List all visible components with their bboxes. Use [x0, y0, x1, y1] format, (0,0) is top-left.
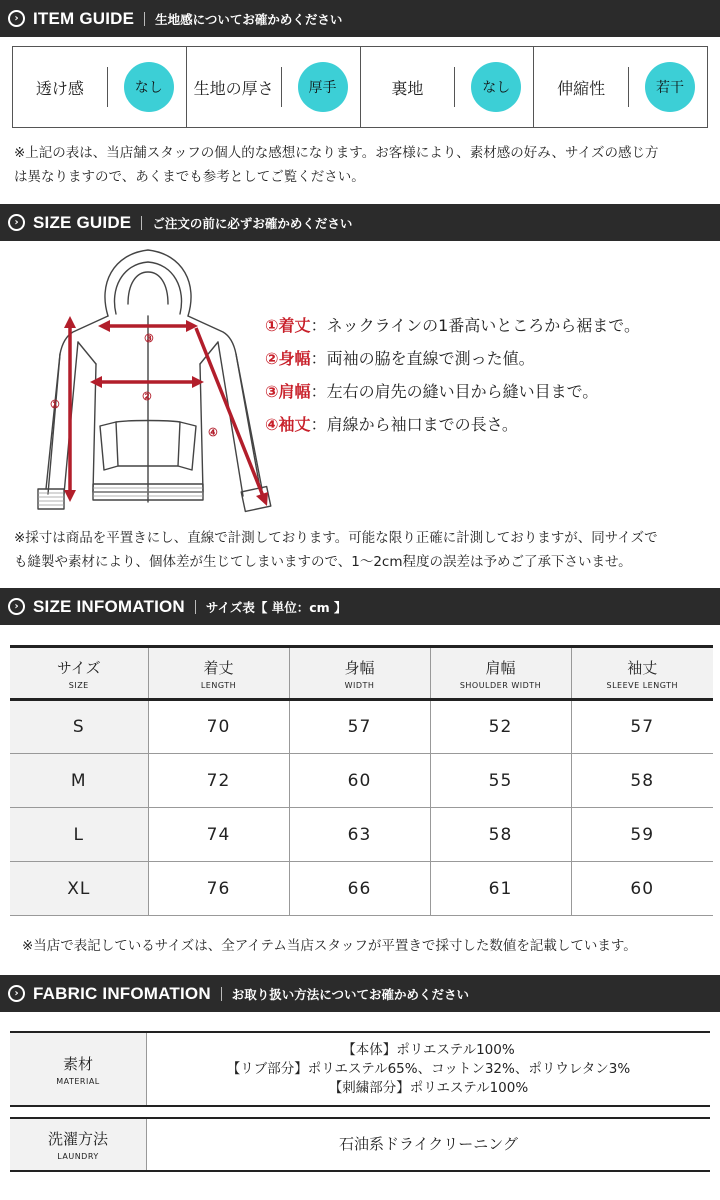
column-header: 身幅 WIDTH [289, 647, 430, 700]
guide-cell-transparency [13, 47, 187, 127]
material-line: 【刺繍部分】ポリエステル100% [328, 1079, 529, 1096]
fabric-material-row [10, 1031, 710, 1107]
guide-label: 裏地 [391, 78, 424, 98]
measurement-label: ①着丈 [265, 316, 311, 335]
size-info-header [0, 588, 720, 625]
sleeve-cell: 57 [630, 717, 655, 737]
material-line: 【リブ部分】ポリエステル65%、コットン32%、ポリウレタン3% [226, 1060, 631, 1077]
table-header-row [10, 647, 713, 700]
divider [221, 987, 222, 1001]
measurement-desc: ：ネックラインの1番高いところから裾まで。 [310, 316, 640, 335]
sleeve-cell: 58 [630, 770, 655, 791]
measure-note [14, 526, 658, 574]
size-table [10, 645, 713, 916]
section-subtitle: サイズ表【 単位：cm 】 [205, 599, 347, 615]
section-title: SIZE GUIDE [33, 212, 132, 232]
width-cell: 60 [289, 754, 430, 808]
measurement-list [265, 308, 640, 440]
section-title: FABRIC INFOMATION [33, 983, 211, 1003]
measurement-item [265, 308, 640, 341]
width-cell: 63 [289, 808, 430, 862]
fabric-laundry-row [10, 1117, 710, 1172]
size-cell: S [10, 700, 148, 754]
measurement-item [265, 374, 640, 407]
sleeve-cell: 59 [630, 824, 655, 845]
divider [144, 12, 145, 26]
sleeve-cell: 60 [630, 878, 655, 899]
divider [107, 67, 108, 107]
shoulder-cell: 58 [430, 808, 571, 862]
fabric-header-jp: 洗濯方法 [47, 1130, 108, 1148]
measurement-desc: ：左右の肩先の縫い目から縫い目まで。 [310, 382, 599, 401]
guide-badge: なし [124, 62, 174, 112]
size-cell: M [10, 754, 148, 808]
note-line: ※上記の表は、当店舗スタッフの個人的な感想になります。お客様により、素材感の好み、サイズの感じ方 [14, 145, 659, 161]
guide-cell-lining [361, 47, 535, 127]
divider [454, 67, 455, 107]
note-line: ※採寸は商品を平置きにし、直線で計測しております。可能な限り正確に計測しておりますが、同サイズで [14, 530, 658, 546]
marker-3: ③ [144, 333, 154, 345]
hoodie-diagram [18, 244, 280, 524]
measurement-label: ②身幅 [265, 349, 311, 368]
chevron-right-icon: › [8, 214, 25, 231]
chevron-right-icon: › [8, 985, 25, 1002]
length-cell: 74 [148, 808, 289, 862]
fabric-value: 石油系ドライクリーニング [339, 1135, 518, 1153]
guide-badge: 若干 [645, 62, 695, 112]
measurement-desc: ：肩線から袖口までの長さ。 [310, 415, 518, 434]
guide-label: 透け感 [35, 78, 84, 98]
section-subtitle: お取り扱い方法についてお確かめください [231, 986, 470, 1002]
column-header: 着丈 LENGTH [148, 647, 289, 700]
section-subtitle: ご注文の前に必ずお確かめください [152, 215, 353, 231]
measurement-item [265, 407, 640, 440]
item-guide-table [12, 46, 708, 128]
table-row [10, 700, 713, 754]
shoulder-cell: 61 [430, 862, 571, 916]
section-title: ITEM GUIDE [33, 8, 135, 28]
divider [141, 216, 142, 230]
guide-label: 生地の厚さ [193, 78, 274, 98]
divider [195, 600, 196, 614]
chevron-right-icon: › [8, 598, 25, 615]
material-line: 【本体】ポリエステル100% [342, 1041, 515, 1058]
guide-badge: 厚手 [298, 62, 348, 112]
fabric-header-jp: 素材 [62, 1054, 93, 1073]
fabric-value [147, 1033, 710, 1105]
fabric-header-en: LAUNDRY [57, 1152, 99, 1161]
guide-cell-thickness [187, 47, 361, 127]
marker-2: ② [142, 391, 152, 403]
item-guide-note [14, 141, 658, 189]
section-subtitle: 生地感についてお確かめください [155, 11, 343, 27]
column-header: 肩幅 SHOULDER WIDTH [430, 647, 571, 700]
measurement-item [265, 341, 640, 374]
measurement-label: ④袖丈 [265, 415, 311, 434]
marker-4: ④ [208, 427, 218, 439]
table-row [10, 808, 713, 862]
note-line: も縫製や素材により、個体差が生じてしまいますので、1〜2cm程度の誤差は予めご了承下さいませ。 [14, 554, 632, 570]
fabric-header [10, 1119, 147, 1170]
measurement-desc: ：両袖の脇を直線で測った値。 [310, 349, 535, 368]
item-guide-header [0, 0, 720, 37]
length-cell: 72 [148, 754, 289, 808]
table-row [10, 862, 713, 916]
shoulder-cell: 52 [430, 700, 571, 754]
column-header: 袖丈 SLEEVE LENGTH [606, 658, 679, 690]
fabric-info-header [0, 975, 720, 1012]
size-note: ※当店で表記しているサイズは、全アイテム当店スタッフが平置きで採寸した数値を記載しています。 [22, 938, 637, 954]
width-cell: 57 [289, 700, 430, 754]
table-row [10, 754, 713, 808]
size-cell: XL [10, 862, 148, 916]
shoulder-cell: 55 [430, 754, 571, 808]
size-guide-header [0, 204, 720, 241]
chevron-right-icon: › [8, 10, 25, 27]
width-cell: 66 [289, 862, 430, 916]
guide-cell-stretch [534, 47, 707, 127]
size-cell: L [10, 808, 148, 862]
fabric-header-en: MATERIAL [56, 1076, 100, 1086]
measurement-label: ③肩幅 [265, 382, 311, 401]
note-line: は異なりますので、あくまでも参考としてご覧ください。 [14, 169, 365, 185]
length-cell: 76 [148, 862, 289, 916]
divider [281, 67, 282, 107]
divider [628, 67, 629, 107]
fabric-header [10, 1033, 147, 1105]
section-title: SIZE INFOMATION [33, 596, 185, 616]
guide-label: 伸縮性 [557, 78, 606, 98]
column-header: サイズ SIZE [10, 647, 148, 700]
length-cell: 70 [148, 700, 289, 754]
marker-1: ① [50, 399, 60, 411]
guide-badge: なし [471, 62, 521, 112]
